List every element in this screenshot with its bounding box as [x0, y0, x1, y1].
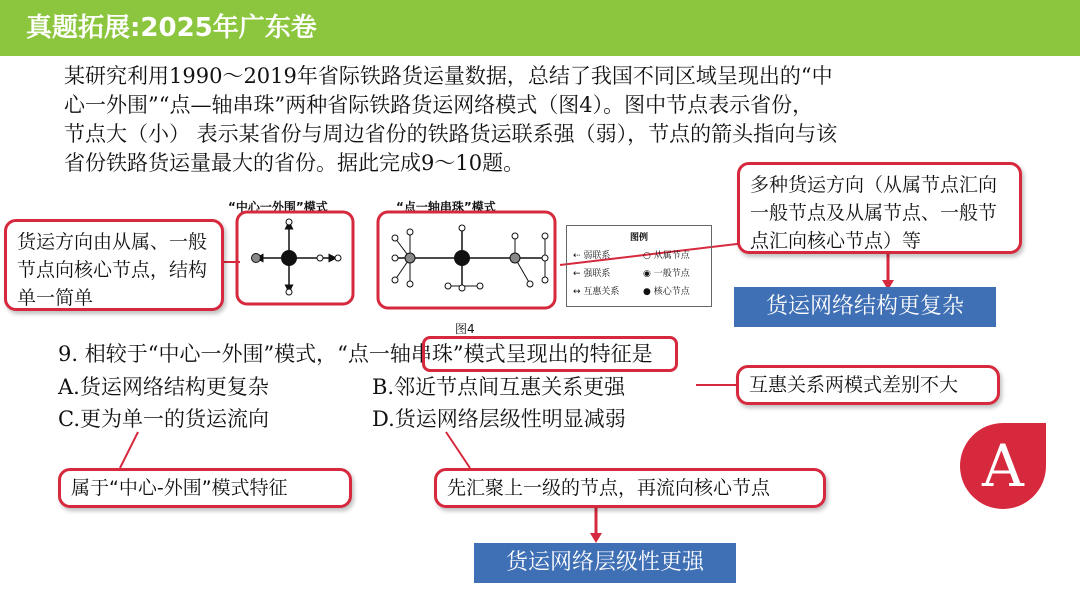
- answer-badge: A: [960, 423, 1046, 509]
- figure-caption: 图4: [455, 322, 475, 336]
- stem-highlight: [422, 336, 678, 372]
- conclusion-hierarchy: 货运网络层级性更强: [474, 543, 736, 583]
- callout-pointer: [120, 432, 138, 468]
- passage-line: 某研究利用1990～2019年省际铁路货运量数据，总结了我国不同区域呈现出的“中: [64, 64, 833, 88]
- option-c[interactable]: C.更为单一的货运流向: [58, 407, 269, 431]
- question-stem: 9. 相较于“中心一外围”模式，“点一轴串珠”模式呈现出的特征是: [58, 342, 653, 366]
- callout-axis-directions: 多种货运方向（从属节点汇向一般节点及从属节点、一般节点汇向核心节点）等: [737, 162, 1022, 254]
- option-b[interactable]: B.邻近节点间互惠关系更强: [372, 375, 626, 399]
- core-node: [281, 250, 297, 266]
- callout-reciprocal: 互惠关系两模式差别不大: [736, 365, 1000, 405]
- figure-legend: [566, 225, 712, 307]
- slide-title: 真题拓展:2025年广东卷: [26, 13, 317, 43]
- passage-line: 节点大（小） 表示某省份与周边省份的铁路货运联系强（弱），节点的箭头指向与该: [64, 122, 838, 146]
- figure-label-core: “中心一外围”模式: [228, 200, 328, 214]
- figure-label-axis: “点一轴串珠”模式: [396, 200, 496, 214]
- legend-general: ◉ 一般节点: [643, 269, 690, 279]
- passage-line: 省份铁路货运量最大的省份。据此完成9～10题。: [64, 151, 525, 175]
- option-d[interactable]: D.货运网络层级性明显减弱: [372, 407, 626, 431]
- legend-strong: ← 强联系: [573, 269, 611, 279]
- legend-core: ● 核心节点: [643, 287, 690, 297]
- conclusion-more-complex: 货运网络结构更复杂: [734, 287, 996, 327]
- passage-line: 心一外围”“点—轴串珠”两种省际铁路货运网络模式（图4）。图中节点表示省份，: [64, 93, 814, 117]
- option-a[interactable]: A.货运网络结构更复杂: [58, 375, 269, 399]
- legend-weak: ⇠ 弱联系: [573, 251, 611, 261]
- legend-subordinate: ○ 从属节点: [643, 251, 690, 261]
- legend-reciprocal: ↔ 互惠关系: [573, 287, 620, 297]
- callout-option-c: 属于“中心-外围”模式特征: [58, 468, 352, 508]
- callout-pointer: [446, 432, 470, 468]
- callout-option-d: 先汇聚上一级的节点，再流向核心节点: [434, 468, 826, 508]
- legend-title: 图例: [629, 233, 648, 243]
- point-axis-diagram: [392, 225, 548, 291]
- core-node: [454, 250, 470, 266]
- callout-core-periphery: 货运方向由从属、一般节点向核心节点，结构单一简单: [4, 219, 224, 311]
- core-periphery-diagram: [252, 219, 342, 295]
